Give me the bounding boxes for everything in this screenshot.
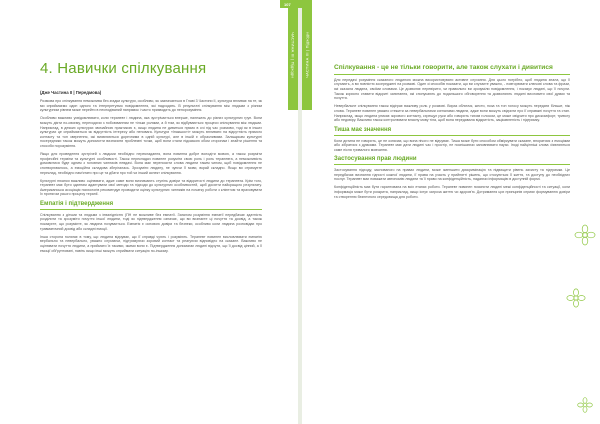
paragraph: Невербальне спілкування також відіграє важливу роль у розмові. Вираз обличчя, жести, поза та тон голосу можуть передати більше, ніж слова. Терапевт повинен уважно стежити за невербальними сигналами людини, адже вони можуть свідчити про її справжні почуття та стан. Наприклад, якщо людина уникає зорового контакту, схрещує руки або говорить тихим голосом, це може свідчити про дискомфорт, тривогу або недовіру. Важливо також контролювати власну мову тіла, щоб вона передавала відкритість, зацікавленість і підтримку. — [334, 104, 570, 123]
paragraph: Якщо для проведення зустрічей з людьми необхідно перекладання, вона повинна добре володіти мовою, а також розуміти професійні терміни та культурні особливості. Також перекладач повинен розуміти свою роль і роль терапевта, а неможливість домовитися буде одним з головних чинників невдачі. Вона має переносити слова людини таким чином, щоб повідомлення не спотворювалось, а емоційна складова зберігалась. Зрозуміти людину, не чуючи її мови, вкрай складно. Якщо ви отримуєте переклад, необхідно пам'ятати про це та дбати про той чи інший аспект спілкування. — [40, 152, 262, 175]
flower-doodle-icon — [572, 222, 598, 248]
section-divider — [334, 74, 570, 75]
section-heading-listening: Спілкування - це не тільки говорити, але також слухати і дивитися — [334, 64, 553, 71]
section-divider — [334, 135, 570, 136]
paragraph: Культурні нюанси важливо оцінювати, адже саме вони визначають ступінь довіри та відкритості людини до терапевта. Крім того, терапевт має бути здатним адаптувати свої методи та підходи до культурних особливостей, щоб досягти найкращого результату. Американська асоціація психологів рекомендує проводити оцінку культурних чинників на початку роботи з клієнтом та враховувати їх протягом усього процесу терапії. — [40, 178, 262, 197]
paragraph: Особливо важливо усвідомлювати, коли терапевт і людина, яка зустрічається вперше, належать до різних культурних груп. Вони можуть діяти по-своєму, переходячи з побоюванням не тільки ролями, а й тим, як відбуваються процеси спілкування між людьми. Наприклад, в деяких культурах звичайною практикою є, якщо людина не дивиться прямо в очі під час розмови, тоді як в інших культурах це сприймається як відсутність інтересу або неповага. Культури «Інакшості» можуть впливати на відсутність прямого контакту та тон звернення, які виявляються доречними в одній культурі, але в іншій є образливими. Зальщикам культурні посередники також можуть допомогти визначити проблемні точки, щоб вони стали підказкою обом сторонам і знайти рішення та способи порозуміння. — [40, 116, 262, 148]
chapter-title: 4. Навички спілкування — [40, 60, 207, 77]
flower-doodle-icon — [576, 396, 594, 414]
byline: (Дже Частина II | Передмова) — [40, 90, 102, 95]
right-body — [334, 64, 570, 203]
paragraph: Розмова про спілкування неможлива без згадки культури, особливо, як зазначається в Главі 3 Частини II, культура впливає на те, як ми сприймаємо один одного та інтерпретуємо повідомлення, які надходять. В результаті спілкування між людьми з різним культурним рівнем може перейти в несподіваний напрямок і часто призводить до непорозуміння. — [40, 99, 262, 113]
section-divider — [334, 164, 570, 165]
page-number-left: 107 — [284, 1, 291, 7]
paragraph: Застосування підходу, заснованого на правах людини, може зменшити дискримінацію та підвищити рівень захисту та підтримки. Це передбачає визнання гідності кожної людини, її права на участь у прийнятті рішень, що стосуються її життя, та доступу до необхідних послуг. Терапевт має поважати автономію людини та її право на конфіденційність, надаючи інформацію в доступній формі. — [334, 168, 570, 182]
paragraph: Інша сторона полягає в тому, що людина відчуває, що її справді чують і розуміють. Терапевт повинен висловлювати емпатію вербально та невербально, уважно слухаючи, підтримуючи зоровий контакт та реагуючи відповідно на сказане. Важливо не оцінювати почуття людини, а приймати їх такими, якими вони є. Підтвердження допомагає людині відчути, що її досвід цінний, а її емоції обґрунтовані, навіть якщо інші можуть сприймати ситуацію по-іншому. — [40, 234, 262, 253]
section-heading-empathy: Емпатія і підтвердження — [40, 201, 114, 208]
paragraph: Коли дитина не говорить, це не означає, що вона нічого не відчуває. Тиша може бути способом обміркувати сказане, впоратися з емоціями або зібратися з думками. Терапевт має дати людині час і простір, не поспішаючи заповнювати паузи. Іноді найцінніші слова з'являються саме після тривалого мовчання. — [334, 138, 570, 152]
left-body — [40, 90, 262, 257]
section-heading-human-rights: Застосування прав людини — [334, 156, 417, 163]
paragraph: Конфіденційність має бути гарантована на всіх етапах роботи. Терапевт повинен пояснити людині межі конфіденційності та ситуації, коли інформація може бути розкрита, наприклад, якщо існує загроза життю чи здоров'ю. Дотримання цих принципів сприяє формуванню довіри та створенню безпечного середовища для роботи. — [334, 185, 570, 199]
chapter-tab-left — [288, 0, 298, 110]
right-page — [302, 0, 600, 424]
paragraph: Спілкування з дітьми та людьми з інвалідністю (ПН не можливе без емпатії. Загалом розуміння емпатії передбачає здатність розділити та зрозуміти почуття іншої людини, тоді як підтвердження означає, що ви визнаєте ці почуття та досвід, а також показуєте, що розумієте, як людина почувається. Емпатія є основою довіри та безпеки, особливо коли людина розповідає про травматичний досвід або складні емоції. — [40, 212, 262, 231]
chapter-tab-right-label: ЧАСТИНА III | Підходи — [304, 32, 310, 78]
left-page — [0, 0, 298, 424]
chapter-tab-right — [302, 0, 312, 110]
chapter-tab-left-label: ЧАСТИНА III | Підходи — [290, 32, 296, 78]
section-divider — [40, 209, 262, 210]
section-heading-silence: Тиша має значення — [334, 126, 392, 133]
paragraph: Для передачі розуміння сказаного людиною можна використовувати активне слухання. Для цього потрібно, щоб людина знала, що її слухають, а ви повністю зосереджені на розмові. Один зі способів показати, що ви слухаєте уважно, - повторювати ключові слова та фрази, які сказала людина, своїми словами. Це дозволяє перевірити, чи правильно ви зрозуміли повідомлення, і показує людині, що її почули. Також корисно ставити відкриті запитання, які спонукають до подальшого обговорення та дозволяють людині висловити свої думки та почуття. — [334, 77, 570, 101]
flower-doodle-icon — [564, 286, 588, 310]
